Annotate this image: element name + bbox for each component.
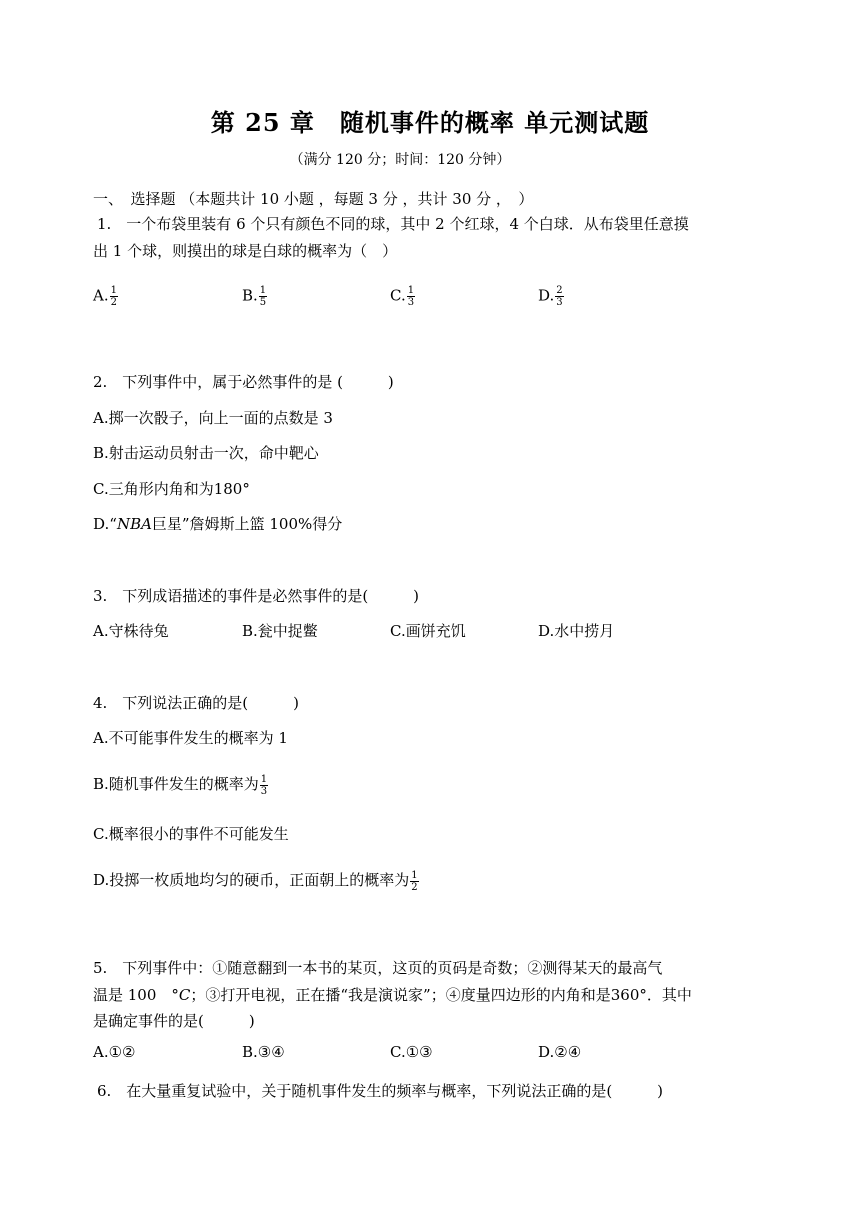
q2-stem: 2. 下列事件中，属于必然事件的是 ( ) (93, 373, 394, 391)
q3-option-a: A.守株待兔 (93, 622, 169, 640)
q3-option-c: C.画饼充饥 (390, 622, 466, 640)
q4-stem: 4. 下列说法正确的是( ) (93, 694, 300, 712)
q3-option-d: D.水中捞月 (538, 622, 615, 640)
q4-option-c: C.概率很小的事件不可能发生 (93, 825, 289, 843)
q5-stem-line3: 是确定事件的是( ) (93, 1012, 255, 1030)
q3-stem: 3. 下列成语描述的事件是必然事件的是( ) (93, 587, 420, 605)
q3-option-b: B.瓮中捉鳖 (242, 622, 318, 640)
q1-stem-line1: 1. 一个布袋里装有 6 个只有颜色不同的球，其中 2 个红球，4 个白球．从布袋里任意摸 (97, 215, 689, 233)
q2-option-c: C.三角形内角和为180° (93, 480, 250, 498)
q1-option-d: D. $\frac{2}{3}$ (538, 285, 563, 308)
q2-option-b: B.射击运动员射击一次，命中靶心 (93, 444, 319, 462)
page-title: 第 25 章 随机事件的概率 单元测试题 (210, 108, 650, 137)
q5-option-c: C.①③ (390, 1043, 433, 1061)
q5-stem-line1: 5. 下列事件中：①随意翻到一本书的某页，这页的页码是奇数；②测得某天的最高气 (93, 959, 663, 977)
page-subtitle: （满分 120 分；时间：120 分钟） (289, 152, 511, 168)
q1-option-b: B. $\frac{1}{5}$ (242, 285, 267, 308)
q1-option-c: C. $\frac{1}{3}$ (390, 285, 415, 308)
q1-stem-line2: 出 1 个球，则摸出的球是白球的概率为（ ） (93, 242, 398, 260)
section-heading: 一、 选择题 （本题共计 10 小题 ，每题 3 分 ，共计 30 分 ， ） (93, 190, 534, 208)
q5-option-b: B.③④ (242, 1043, 285, 1061)
q5-option-a: A.①② (93, 1043, 136, 1061)
q6-stem: 6. 在大量重复试验中，关于随机事件发生的频率与概率，下列说法正确的是( ) (97, 1082, 664, 1100)
q2-option-a: A.掷一次骰子，向上一面的点数是 3 (93, 409, 333, 427)
q5-stem-line2: 温是 100 °C；③打开电视，正在播“我是演说家”；④度量四边形的内角和是360°．其中 (93, 986, 692, 1004)
q4-option-b: B.随机事件发生的概率为 $\frac{1}{3}$ (93, 773, 268, 797)
q2-option-d: D.“NBA巨星”詹姆斯上篮 100%得分 (93, 515, 343, 533)
q4-option-d: D.投掷一枚质地均匀的硬币，正面朝上的概率为 $\frac{1}{2}$ (93, 869, 418, 893)
q5-option-d: D.②④ (538, 1043, 582, 1061)
q1-option-a: A. $\frac{1}{2}$ (93, 285, 117, 308)
q4-option-a: A.不可能事件发生的概率为 1 (93, 729, 288, 747)
